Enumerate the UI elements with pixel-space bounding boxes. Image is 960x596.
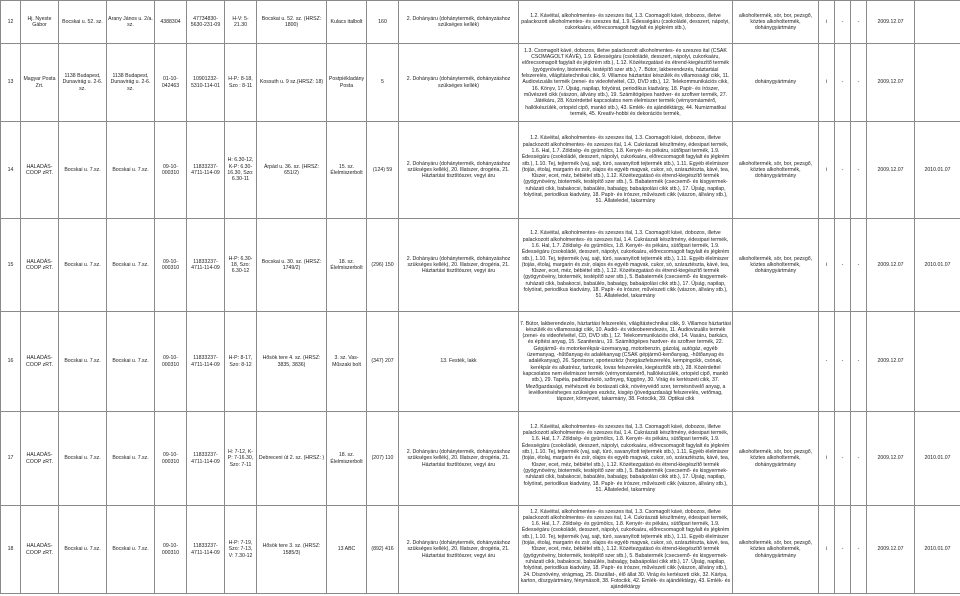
cell-operator-seat: Bocskai u. 52. sz. [59, 1, 107, 44]
table-row [1, 1, 960, 44]
cell-shop-type: Postpiékladány Posta [327, 44, 367, 122]
register-body [1, 1, 960, 594]
cell-row-number: 15 [1, 219, 21, 312]
cell-registration-number: 09-10-000310 [155, 219, 187, 312]
cell-shop-location: Hősök tere 4. sz. (HRSZ: 3835, 3836) [257, 312, 327, 412]
cell-end-date: 2010.01.07 [915, 506, 960, 594]
cell-flag-i: i [819, 44, 835, 122]
cell-opening-hours: H-P: 7-19, Szo: 7-13, V: 7.30-12 [225, 506, 257, 594]
cell-operator-address: Bocskai u. 7.sz. [107, 122, 155, 219]
cell-operator-seat: Bocskai u. 7.sz. [59, 122, 107, 219]
cell-tax-number: 11833237-4711-114-09 [187, 312, 225, 412]
cell-operator-seat: 1138 Budapest, Dunavirág u. 2-6. sz. [59, 44, 107, 122]
cell-flag-i: i [819, 506, 835, 594]
cell-tax-number: 11833237-4711-114-09 [187, 506, 225, 594]
cell-opening-hours: H: 7-12, K-P: 7-16.30, Szo: 7-11 [225, 412, 257, 506]
cell-flag-d2: - [851, 219, 867, 312]
cell-shop-area: (296) 150 [367, 219, 399, 312]
cell-flag-d1: - [835, 219, 851, 312]
cell-registration-date: 2009.12.07 [867, 312, 915, 412]
cell-flag-d2: - [851, 412, 867, 506]
cell-operator-name: HALADÁS-COOP zRT. [21, 506, 59, 594]
cell-row-number: 18 [1, 506, 21, 594]
table-row [1, 506, 960, 594]
cell-shop-location: Kossuth u. 9 sz.(HRSZ: 18) [257, 44, 327, 122]
cell-opening-hours: H-P.: 8-18, Szo : 8-11 [225, 44, 257, 122]
cell-registration-number: 09-10-000310 [155, 412, 187, 506]
cell-end-date [915, 1, 960, 44]
cell-end-date [915, 312, 960, 412]
cell-flag-d1: - [835, 1, 851, 44]
cell-product-categories: 2. Dohányáru (dohánytermék, dohányzáshoz szükséges kellék), 20. Illatszer, drogéria, 21. Háztartási tisztítószer, vegyi áru [399, 219, 519, 312]
cell-shop-type: 13 ABC [327, 506, 367, 594]
cell-operator-address: Arany János u. 2/a. sz. [107, 1, 155, 44]
cell-operator-address: Bocskai u. 7.sz. [107, 219, 155, 312]
table-row [1, 312, 960, 412]
cell-activity-list: 1.2. Kávéital, alkoholmentes- és szeszes ital, 1.3. Csomagolt kávé, dobozos, illetve palackozott alkoholmentes- és szeszes ital, 1.9. Édességáru (csokoládé, desszert, nápolyi, cukorkaáru, előrecsomagolt fagylalt és jégkrém stb.), [519, 1, 733, 44]
cell-activity-list: 1.2. Kávéital, alkoholmentes- és szeszes ital, 1.3. Csomagolt kávé, dobozos, illetve palackozott alkoholmentes- és szeszes ital, 1.4. Cukrászati készítmény, édesipari termék, 1.6. Hal, 1.7. Zöldség- és gyümölcs, 1.8. Kenyér- és pékáru, sütőipari termék, 1.9. Édességáru (csokoládé, desszert, nápolyi, cukorkaáru, előrecsomagolt fagylalt és jégkrém stb.), 1.10. Tej, tejtermék (vaj, sajt, túró, savanyított tejtermék stb.), 1.11. Egyéb élelmiszer (tojás, étolaj, margarin és zsír, olajos és egyéb magvak, cukor, só, száraztészta, kávé, tea, fűszer, ecet, méz, bébiétel stb.), 1.12. Közétezgatásó és étrend-kiegészítő termék (gyógynövény, biotermék, testépítő szer stb.), 5. Babatermék (csecsemő- és kisgyermek-ruházati cikk, babakocsi, babaülés, babaágy, babaápolási cikk stb.), 17. Újság, napilap, folyóirat, periodikus kiadvány, 18. Papír- és írószer, művészeti cikk (vászon, állvány stb.), 51. Állateledel, takarmány [519, 219, 733, 312]
cell-flag-d2: - [851, 44, 867, 122]
cell-opening-hours: H: 6.30-12, K-P: 6.30-16.30, Szo: 6.30-11 [225, 122, 257, 219]
cell-operator-seat: Bocskai u. 7.sz. [59, 312, 107, 412]
cell-registration-number: 09-10-000310 [155, 312, 187, 412]
cell-flag-i: i [819, 1, 835, 44]
cell-operator-name: HALADÁS-COOP zRT. [21, 122, 59, 219]
cell-flag-d2: - [851, 122, 867, 219]
table-row [1, 122, 960, 219]
cell-operator-name: Hj. Nyeste Gábor [21, 1, 59, 44]
cell-registration-date: 2009.12.07 [867, 506, 915, 594]
cell-registration-date: 2009.12.07 [867, 219, 915, 312]
cell-operator-address: Bocskai u. 7.sz. [107, 412, 155, 506]
cell-shop-area: (347) 207 [367, 312, 399, 412]
cell-activity-list: 1.2. Kávéital, alkoholmentes- és szeszes ital, 1.3. Csomagolt kávé, dobozos, illetve palackozott alkoholmentes- és szeszes ital, 1.4. Cukrászati készítmény, édesipari termék, 1.6. Hal, 1.7. Zöldség- és gyümölcs, 1.8. Kenyér- és pékáru, sütőipari termék, 1.9. Édességáru (csokoládé, desszert, nápolyi, cukorkaáru, előrecsomagolt fagylalt és jégkrém stb.), 1.10. Tej, tejtermék (vaj, sajt, túró, savanyított tejtermék stb.), 1.11. Egyéb élelmiszer (tojás, étolaj, margarin és zsír, olajos és egyéb magvak, cukor, só, száraztészta, kávé, tea, fűszer, ecet, méz, bébiétel stb.), 1.12. Közétezgatásó és étrend-kiegészítő termék (gyógynövény, biotermék, testépítő szer stb.), 5. Babatermék (csecsemő- és kisgyermek-ruházati cikk, babakocsi, babaülés, babaágy, babaápolási cikk stb.), 17. Újság, napilap, folyóirat, periodikus kiadvány, 18. Papír- és írószer, művészeti cikk (vászon, állvány stb.), 24. Dísznövény, virágmag, 25. Diszállat-, élő állat 30. Virág és kertészeti cikk, 32. Kártya, karton, díszgyártmány, fénymásolt, 38. Fotocikk, 42. Emlék- és ajándéktárgy, 43. Emlék- és ajándéktárgy [519, 506, 733, 594]
cell-opening-hours: H-P: 8-17, Szo: 8-12 [225, 312, 257, 412]
cell-registration-date: 2009.12.07 [867, 1, 915, 44]
cell-flag-d1: - [835, 412, 851, 506]
cell-shop-area: (892) 416 [367, 506, 399, 594]
cell-registration-date: 2009.12.07 [867, 44, 915, 122]
cell-activity-list: 7. Bútor, lakberendezés, háztartási felszerelés, világítástechnikai cikk, 9. Villamos háztartási készülék és villamossági cikk, 10. Audió- és videoberendezés, 11. Audiovizuális termék (zenei- és videofelvétel, CD, DVD stb.), 12. Telekommunikációs cikk, 14. Vasáru, barkács, és építési anyag, 15. Szaniteráru, 19. Számítógépes hardver- és szoftver termék, 22. Gépjármű- és motorkerékpár-üzemanyag, motorbenzin, gázolaj, autógáz, egyéb üzemanyag, -hűtőanyag és adalékanyag (CSAK gépjármű-kenőanyag, -hűtőanyag és adalékanyag), 26. Sportszer, sporteszköz (horgászfelszerelés, kempingcikk, csónak, kerékpár és alkatrész, tartozék, lovas felszerelés, kiegészítők stb.), 28. Közérdettel kapcsolatos nem élelmiszer termék (vérnyomásmérő, hallókészülék, ortopéd cipő, mankó stb.), 29. Tapéta, padlóburkoló, szőnyeg, függöny, 30. Virág és kertészeti cikk, 37. Mezőgazdasági, méhészeti és borászati cikk, növényvédő szer, termésnövelő anyag, a levélkerésésheges szükséges eszköz, kisgép (jövedgazdasági felszerelés, vetőmag, tápszer, környezet, takarmány, 38. Fotocikk, 39. Optikai cikk [519, 312, 733, 412]
cell-opening-hours: H-V: 5-21.30 [225, 1, 257, 44]
cell-shop-location: Bocskai u. 52. sz. (HRSZ: 1800) [257, 1, 327, 44]
cell-row-number: 12 [1, 1, 21, 44]
cell-tax-number: 11833237-4711-114-09 [187, 122, 225, 219]
cell-registration-number: 01-10-042463 [155, 44, 187, 122]
cell-flag-d2: - [851, 506, 867, 594]
cell-operator-seat: Bocskai u. 7.sz. [59, 506, 107, 594]
cell-flag-i: i [819, 219, 835, 312]
cell-product-categories: 2. Dohányáru (dohánytermék, dohányzáshoz szükséges kellék), 20. Illatszer, drogéria, 21. Háztartási tisztítószer, vegyi áru [399, 122, 519, 219]
cell-tax-number: 11833237-4711-114-09 [187, 412, 225, 506]
cell-excise-goods: alkoholtermék, sör, bor, pezsgő, köztes alkoholtermék, dohánygyártmány [733, 122, 819, 219]
cell-flag-d1: - [835, 44, 851, 122]
cell-excise-goods: dohánygyártmány [733, 44, 819, 122]
cell-product-categories: 2. Dohányáru (dohánytermék, dohányzáshoz szükséges kellék), 20. Illatszer, drogéria, 21. Háztartási tisztítószer, vegyi áru [399, 412, 519, 506]
cell-flag-d1: - [835, 506, 851, 594]
cell-flag-d1: - [835, 122, 851, 219]
cell-tax-number: 11833237-4711-114-09 [187, 219, 225, 312]
cell-tax-number: 47734830-5630-231-09 [187, 1, 225, 44]
cell-activity-list: 1.2. Kávéital, alkoholmentes- és szeszes ital, 1.3. Csomagolt kávé, dobozos, illetve palackozott alkoholmentes- és szeszes ital, 1.4. Cukrászati készítmény, édesipari termék, 1.6. Hal, 1.7. Zöldség- és gyümölcs, 1.8. Kenyér- és pékáru, sütőipari termék, 1.9. Édességáru (csokoládé, desszert, nápolyi, cukorkaáru, előrecsomagolt fagylalt és jégkrém stb.), 1.10. Tej, tejtermék (vaj, sajt, túró, savanyított tejtermék stb.), 1.11. Egyéb élelmiszer (tojás, étolaj, margarin és zsír, olajos és egyéb magvak, cukor, só, száraztészta, kávé, tea, fűszer, ecet, méz, bébiétel stb.), 1.12. Közétezgatásó és étrend-kiegészítő termék (gyógynövény, biotermék, testépítő szer stb.), 5. Babatermék (csecsemő- és kisgyermek-ruházati cikk, babakocsi, babaülés, babaágy, babaápolási cikk stb.), 17. Újság, napilap, folyóirat, periodikus kiadvány, 18. Papír- és írószer, művészeti cikk (vászon, állvány stb.), 51. Állateledel, takarmány [519, 412, 733, 506]
cell-flag-i: i [819, 122, 835, 219]
cell-registration-number: 09-10-000310 [155, 506, 187, 594]
table-row [1, 44, 960, 122]
cell-shop-area: 160 [367, 1, 399, 44]
cell-operator-name: Magyar Posta Zrt. [21, 44, 59, 122]
cell-end-date: 2010.01.07 [915, 122, 960, 219]
cell-product-categories: 2. Dohányáru (dohánytermék, dohányzáshoz szükséges kellék) [399, 44, 519, 122]
cell-activity-list: 1.3. Csomagolt kávé, dobozos, illetve palackozott alkoholmentes- és szeszes ital (CSAK CSOMAGOLT KÁVÉ), 1.9. Édességáru (csokoládé, desszert, nápolyi, cukorkaáru, előrecsomagolt fagylalt és jégkrém stb.), 1.12. Közétezgatásó és étrend-kiegészítő termék (gyógynövény, biotermék, testépítő szer stb.), 7. Bútor, lakberendezés, háztartási felszerelés, világítástechnikai cikk, 9. Villamos háztartási készülék és villamossági cikk, 11. Audiovizuális termék (zenei- és videofelvétel, CD, DVD stb.), 12. Telekommunikációs cikk, 16. Könyv, 17. Újság, napilap, folyóirat, periodikus kiadvány, 18. Papír- és írószer, művészeti cikk (vászon, állvány stb.), 19. Számítógépes hardver- és szoftver termék, 27. Játékáru, 28. Közérdettel kapcsolatos nem élelmiszer termék (vérnyomásmérő, hallókészülék, ortopéd cipő, mankó stb.), 43. Emlék- és ajándéktárgy, 44. Numizmatikai termék, 45. Kreatív-hobbi és dekorációs termék, [519, 44, 733, 122]
cell-opening-hours: H-P: 6.30-18, Szo: 6.30-12 [225, 219, 257, 312]
cell-registration-date: 2009.12.07 [867, 122, 915, 219]
table-row [1, 219, 960, 312]
cell-excise-goods: alkoholtermék, sör, bor, pezsgő, köztes alkoholtermék, dohánygyártmány [733, 219, 819, 312]
cell-registration-number: 09-10-000310 [155, 122, 187, 219]
cell-operator-seat: Bocskai u. 7.sz. [59, 412, 107, 506]
cell-registration-number: 4388304 [155, 1, 187, 44]
cell-excise-goods: alkoholtermék, sör, bor, pezsgő, köztes alkoholtermék, dohánygyártmány [733, 412, 819, 506]
cell-shop-area: (207) 110 [367, 412, 399, 506]
cell-flag-d2: - [851, 1, 867, 44]
cell-registration-date: 2009.12.07 [867, 412, 915, 506]
cell-shop-area: (124) 59 [367, 122, 399, 219]
cell-end-date: 2010.01.07 [915, 219, 960, 312]
cell-tax-number: 10901232-5310-114-01 [187, 44, 225, 122]
cell-shop-location: Árpád u. 36. sz. (HRSZ: 651/2) [257, 122, 327, 219]
cell-operator-address: Bocskai u. 7.sz. [107, 506, 155, 594]
cell-shop-type: 18. sz. Élelmiszerbolt [327, 412, 367, 506]
cell-row-number: 17 [1, 412, 21, 506]
cell-shop-type: Kulacs italbolt [327, 1, 367, 44]
cell-operator-address: 1138 Budapest, Dunavirág u. 2-6. sz. [107, 44, 155, 122]
cell-operator-address: Bocskai u. 7.sz. [107, 312, 155, 412]
cell-flag-d1: - [835, 312, 851, 412]
cell-shop-type: 18. sz. Élelmiszerbolt [327, 219, 367, 312]
cell-excise-goods [733, 312, 819, 412]
cell-shop-type: 15. sz. Élelmiszerbolt [327, 122, 367, 219]
cell-operator-name: HALADÁS-COOP zRT. [21, 312, 59, 412]
cell-flag-i: i [819, 412, 835, 506]
cell-operator-seat: Bocskai u. 7.sz. [59, 219, 107, 312]
cell-end-date: 2010.01.07 [915, 412, 960, 506]
cell-excise-goods: alkoholtermék, sör, bor, pezsgő, köztes alkoholtermék, dohánygyártmány [733, 506, 819, 594]
cell-product-categories: 2. Dohányáru (dohánytermék, dohányzáshoz szükséges kellék), 20. Illatszer, drogéria, 21. Háztartási tisztítószer, vegyi áru [399, 506, 519, 594]
cell-flag-d2: - [851, 312, 867, 412]
cell-product-categories: 2. Dohányáru (dohánytermék, dohányzáshoz szükséges kellék) [399, 1, 519, 44]
cell-shop-type: 3. sz. Vas-Műszaki bolt [327, 312, 367, 412]
table-row [1, 412, 960, 506]
cell-shop-location: Debreceni út 2. sz. (HRSZ: ) [257, 412, 327, 506]
cell-shop-location: Hősök tere 3. sz. (HRSZ: 1585/3) [257, 506, 327, 594]
cell-product-categories: 13. Festék, lakk [399, 312, 519, 412]
cell-activity-list: 1.2. Kávéital, alkoholmentes- és szeszes ital, 1.3. Csomagolt kávé, dobozos, illetve palackozott alkoholmentes- és szeszes ital, 1.4. Cukrászati készítmény, édesipari termék, 1.6. Hal, 1.7. Zöldség- és gyümölcs, 1.8. Kenyér- és pékáru, sütőipari termék, 1.9. Édességáru (csokoládé, desszert, nápolyi, cukorkaáru, előrecsomagolt fagylalt és jégkrém stb.), 1.10. Tej, tejtermék (vaj, sajt, túró, savanyított tejtermék stb.), 1.11. Egyéb élelmiszer (tojás, étolaj, margarin és zsír, olajos és egyéb magvak, cukor, só, száraztészta, kávé, tea, fűszer, ecet, méz, bébiétel stb.), 1.12. Közétezgatásó és étrend-kiegészítő termék (gyógynövény, biotermék, testépítő szer stb.), 5. Babatermék (csecsemő- és kisgyermek-ruházati cikk, babakocsi, babaülés, babaágy, babaápolási cikk stb.), 17. Újság, napilap, folyóirat, periodikus kiadvány, 18. Papír- és írószer, művészeti cikk (vászon, állvány stb.), 51. Állateledel, takarmány [519, 122, 733, 219]
cell-operator-name: HALADÁS-COOP zRT. [21, 219, 59, 312]
cell-operator-name: HALADÁS-COOP zRT. [21, 412, 59, 506]
cell-excise-goods: alkoholtermék, sör, bor, pezsgő, köztes alkoholtermék, dohánygyártmány [733, 1, 819, 44]
cell-row-number: 14 [1, 122, 21, 219]
cell-shop-location: Bocskai u. 30. sz. (HRSZ: 1749/2) [257, 219, 327, 312]
cell-shop-area: 5 [367, 44, 399, 122]
cell-end-date [915, 44, 960, 122]
cell-row-number: 13 [1, 44, 21, 122]
cell-flag-i: - [819, 312, 835, 412]
cell-row-number: 16 [1, 312, 21, 412]
